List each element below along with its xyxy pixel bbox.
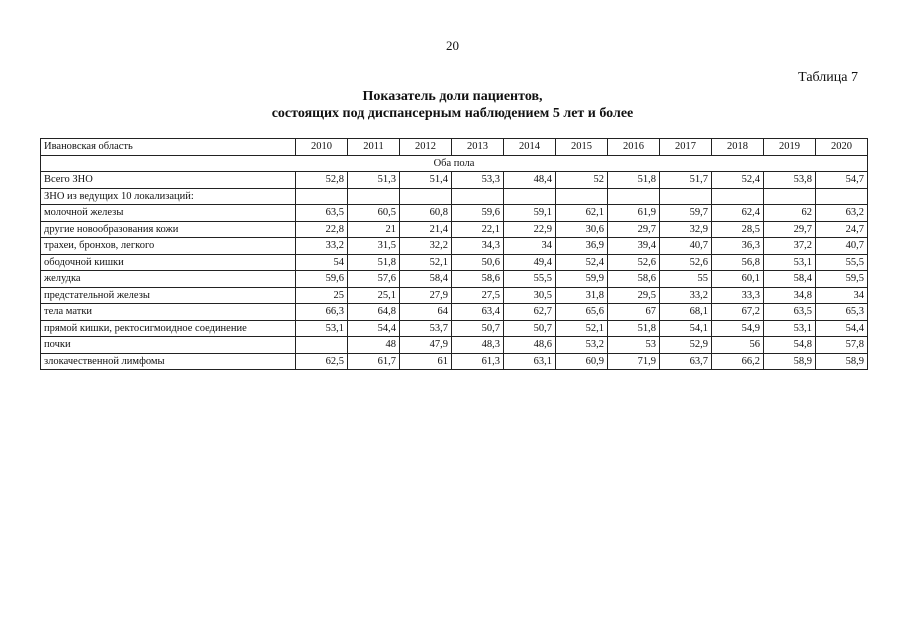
corner-header: Ивановская область [41,139,296,156]
table-cell: 58,4 [400,271,452,288]
table-cell: 54,1 [660,320,712,337]
table-cell: 53,8 [764,172,816,189]
table-cell: 39,4 [608,238,660,255]
table-cell: 63,1 [504,353,556,370]
table-cell: 24,7 [816,221,868,238]
table-row [41,337,868,354]
table-cell: 64 [400,304,452,321]
row-label: злокачественной лимфомы [41,353,296,370]
row-label: почки [41,337,296,354]
table-row [41,287,868,304]
table-cell: 59,6 [296,271,348,288]
table-cell: 49,4 [504,254,556,271]
table-cell: 65,6 [556,304,608,321]
table-cell: 64,8 [348,304,400,321]
table-cell: 21 [348,221,400,238]
table-cell: 57,6 [348,271,400,288]
table-cell: 36,9 [556,238,608,255]
table-cell: 54,8 [764,337,816,354]
table-cell: 62,5 [296,353,348,370]
table-cell: 29,7 [608,221,660,238]
year-header: 2015 [556,139,608,156]
table-cell: 50,7 [504,320,556,337]
section-label: Оба пола [41,155,868,172]
table-cell: 31,5 [348,238,400,255]
table-row [41,221,868,238]
table-cell: 51,3 [348,172,400,189]
table-cell: 62,7 [504,304,556,321]
table-cell: 52,6 [660,254,712,271]
page-number: 20 [446,38,459,53]
table-cell: 53 [608,337,660,354]
table-cell: 28,5 [712,221,764,238]
table-cell: 48,4 [504,172,556,189]
row-label: предстательной железы [41,287,296,304]
table-cell: 29,5 [608,287,660,304]
table-cell: 22,8 [296,221,348,238]
table-row [41,254,868,271]
table-cell: 48,6 [504,337,556,354]
table-row [41,353,868,370]
table-cell: 34 [816,287,868,304]
table-cell: 58,4 [764,271,816,288]
table-cell: 61,9 [608,205,660,222]
table-cell: 34,8 [764,287,816,304]
table-cell: 32,9 [660,221,712,238]
row-label: желудка [41,271,296,288]
table-title [0,88,905,122]
table-cell: 32,2 [400,238,452,255]
row-label: Всего ЗНО [41,172,296,189]
table-cell: 61,7 [348,353,400,370]
table-cell: 53,1 [764,254,816,271]
table-cell: 40,7 [816,238,868,255]
table-cell: 33,2 [660,287,712,304]
year-header: 2020 [816,139,868,156]
table-cell: 34 [504,238,556,255]
table-cell: 40,7 [660,238,712,255]
table-cell: 68,1 [660,304,712,321]
table-cell: 62,1 [556,205,608,222]
data-table [40,138,868,370]
table-cell: 59,9 [556,271,608,288]
table-cell: 65,3 [816,304,868,321]
table-cell: 51,7 [660,172,712,189]
table-cell: 53,1 [296,320,348,337]
table-cell: 21,4 [400,221,452,238]
table-body [41,139,868,370]
table-title-line-1: Показатель доли пациентов, [362,89,543,104]
row-label: тела матки [41,304,296,321]
header-row [41,139,868,156]
group-row [41,188,868,205]
table-cell: 51,4 [400,172,452,189]
table-cell: 67 [608,304,660,321]
table-cell: 60,5 [348,205,400,222]
year-header: 2017 [660,139,712,156]
table-cell: 50,6 [452,254,504,271]
table-cell: 52,1 [400,254,452,271]
table-row [41,304,868,321]
table-cell: 22,1 [452,221,504,238]
row-label: другие новообразования кожи [41,221,296,238]
row-label: трахеи, бронхов, легкого [41,238,296,255]
table-cell: 52,4 [556,254,608,271]
group-label: ЗНО из ведущих 10 локализаций: [41,188,296,205]
table-cell: 61,3 [452,353,504,370]
table-cell: 33,2 [296,238,348,255]
table-cell: 59,1 [504,205,556,222]
table-cell: 52,4 [712,172,764,189]
table-cell: 58,6 [608,271,660,288]
section-row [41,155,868,172]
table-cell: 53,2 [556,337,608,354]
table-cell: 52,1 [556,320,608,337]
table-cell: 52,8 [296,172,348,189]
table-row [41,205,868,222]
table-cell: 58,9 [764,353,816,370]
table-cell: 56,8 [712,254,764,271]
table-cell: 56 [712,337,764,354]
year-header: 2012 [400,139,452,156]
table-cell: 55,5 [816,254,868,271]
table-cell: 55 [660,271,712,288]
table-cell: 33,3 [712,287,764,304]
table-cell: 54 [296,254,348,271]
table-cell: 66,3 [296,304,348,321]
table-cell [296,337,348,354]
table-cell: 31,8 [556,287,608,304]
table-cell: 54,7 [816,172,868,189]
table-row [41,320,868,337]
table-cell: 62,4 [712,205,764,222]
year-header: 2013 [452,139,504,156]
table-cell: 22,9 [504,221,556,238]
table-cell: 37,2 [764,238,816,255]
year-header: 2011 [348,139,400,156]
year-header: 2014 [504,139,556,156]
table-cell: 52,6 [608,254,660,271]
table-cell: 66,2 [712,353,764,370]
table-cell: 59,7 [660,205,712,222]
row-label: молочной железы [41,205,296,222]
year-header: 2016 [608,139,660,156]
table-cell: 48 [348,337,400,354]
total-row [41,172,868,189]
table-cell: 58,6 [452,271,504,288]
table-cell: 63,5 [764,304,816,321]
table-cell: 48,3 [452,337,504,354]
table-cell: 52 [556,172,608,189]
table-cell: 29,7 [764,221,816,238]
table-cell: 36,3 [712,238,764,255]
table-cell: 71,9 [608,353,660,370]
table-cell: 25,1 [348,287,400,304]
table-cell: 53,3 [452,172,504,189]
table-cell: 57,8 [816,337,868,354]
table-cell: 61 [400,353,452,370]
table-cell: 34,3 [452,238,504,255]
table-cell: 25 [296,287,348,304]
table-cell: 60,8 [400,205,452,222]
table-cell: 55,5 [504,271,556,288]
table-cell: 27,5 [452,287,504,304]
table-cell: 30,6 [556,221,608,238]
table-cell: 53,1 [764,320,816,337]
table-cell: 63,7 [660,353,712,370]
table-row [41,238,868,255]
table-cell: 51,8 [608,172,660,189]
year-header: 2010 [296,139,348,156]
table-row [41,271,868,288]
year-header: 2018 [712,139,764,156]
table-cell: 51,8 [608,320,660,337]
table-cell: 27,9 [400,287,452,304]
table-cell: 54,4 [816,320,868,337]
table-cell: 63,2 [816,205,868,222]
table-cell: 52,9 [660,337,712,354]
table-cell: 62 [764,205,816,222]
table-cell: 67,2 [712,304,764,321]
table-cell: 50,7 [452,320,504,337]
table-cell: 54,9 [712,320,764,337]
table-cell: 60,9 [556,353,608,370]
table-cell: 54,4 [348,320,400,337]
table-title-line-2: состоящих под диспансерным наблюдением 5 лет и более [271,106,634,121]
table-cell: 63,5 [296,205,348,222]
row-label: ободочной кишки [41,254,296,271]
table-cell: 59,5 [816,271,868,288]
table-cell: 30,5 [504,287,556,304]
table-cell: 63,4 [452,304,504,321]
table-cell: 58,9 [816,353,868,370]
table-cell: 59,6 [452,205,504,222]
table-cell: 51,8 [348,254,400,271]
table-label: Таблица 7 [798,70,858,85]
year-header: 2019 [764,139,816,156]
table-cell: 60,1 [712,271,764,288]
table-cell: 47,9 [400,337,452,354]
row-label: прямой кишки, ректосигмоидное соединение [41,320,296,337]
table-cell: 53,7 [400,320,452,337]
